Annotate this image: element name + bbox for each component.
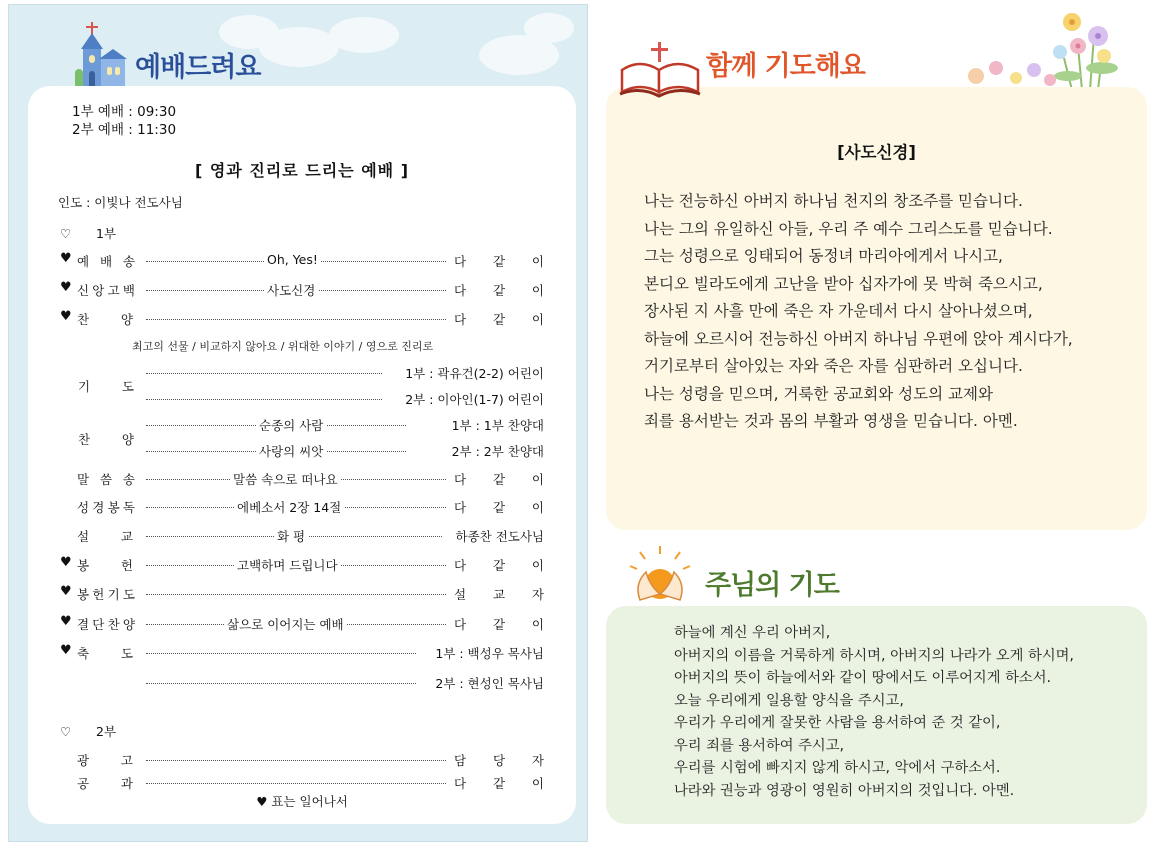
creed-line: 본디오 빌라도에게 고난을 받아 십자가에 못 박혀 죽으시고,: [644, 274, 1043, 293]
order-row-benediction-2: [60, 672, 544, 692]
order-row-scripture: [60, 496, 544, 516]
prayer-line: 아버지의 이름을 거룩하게 하시며, 아버지의 나라가 오게 하시며,: [674, 647, 1074, 664]
cloud-decoration: [259, 27, 339, 67]
creed-line: 나는 성령을 믿으며, 거룩한 공교회와 성도의 교제와: [644, 384, 993, 403]
row-content: 사도신경: [264, 281, 318, 299]
order-row-offering-prayer: [60, 583, 544, 603]
row-label: 봉 헌: [77, 558, 133, 573]
praying-hands-icon: [626, 544, 694, 608]
row-label: 공 과: [77, 776, 133, 791]
heart-filled-icon: ♥: [60, 614, 72, 629]
creed-title: [사도신경]: [837, 143, 916, 162]
row-label: 신 앙 고 백: [77, 283, 135, 298]
order-row-benediction: [60, 642, 544, 662]
order-row-lesson: [60, 772, 544, 792]
row-label: 성 경 봉 독: [77, 500, 135, 515]
row-performer: 담 당 자: [454, 753, 544, 768]
dot-leader: [146, 373, 382, 374]
row-content: 에베소서 2장 14절: [234, 498, 344, 516]
church-icon: [67, 19, 131, 91]
worship-panel: [8, 4, 588, 842]
creed-line: 나는 그의 유일하신 아들, 우리 주 예수 그리스도를 믿습니다.: [644, 219, 1053, 238]
order-row-creed: [60, 279, 544, 299]
prayer-line: 오늘 우리에게 일용할 양식을 주시고,: [674, 692, 904, 709]
row-label: 말 씀 송: [77, 472, 135, 487]
prayer-line: 우리를 시험에 빠지지 않게 하시고, 악에서 구하소서.: [674, 760, 1001, 776]
row-content: Oh, Yes!: [264, 252, 321, 267]
row-performer: 하종찬 전도사님: [455, 529, 544, 544]
prayer-line: 아버지의 뜻이 하늘에서와 같이 땅에서도 이루어지게 하소서.: [674, 670, 1052, 686]
row-performer: 설 교 자: [454, 587, 544, 602]
heart-filled-icon: ♥: [60, 309, 72, 324]
choir-song-1: 순종의 사람: [256, 416, 326, 434]
dot-leader: [146, 594, 446, 595]
order-row-opening-song: [60, 250, 544, 270]
worship-title: 예배드려요: [135, 52, 261, 83]
dot-leader: [146, 319, 446, 320]
row-label: 결 단 찬 양: [77, 617, 135, 632]
standing-note: ♥ 표는 일어나서: [256, 794, 348, 809]
row-content: 삶으로 이어지는 예배: [224, 615, 347, 633]
prayer-line: 나라와 권능과 영광이 영원히 아버지의 것입니다. 아멘.: [674, 782, 1015, 799]
row-label: 찬 양: [77, 312, 133, 327]
heart-outline-icon: ♡: [60, 724, 72, 739]
creed-line: 그는 성령으로 잉태되어 동정녀 마리아에게서 나시고,: [644, 247, 1003, 265]
order-row-word-song: [60, 468, 544, 488]
row-performer: 다 같 이: [454, 472, 544, 487]
prayer-leader-2: 2부 : 이아인(1-7) 어린이: [405, 392, 544, 407]
order-row-offering: [60, 554, 544, 574]
hymn-list: 최고의 선물 / 비교하지 않아요 / 위대한 이야기 / 영으로 진리로: [132, 340, 434, 353]
row-performer: 다 같 이: [454, 776, 544, 791]
cloud-decoration: [524, 13, 574, 43]
order-row-choir: [60, 416, 544, 460]
row-performer: 다 같 이: [454, 617, 544, 632]
order-title: [ 영과 진리로 드리는 예배 ]: [194, 161, 410, 180]
row-performer: 다 같 이: [454, 558, 544, 573]
part1-heading: ♡ 1부: [60, 226, 117, 241]
bible-cross-icon: [618, 40, 702, 98]
dot-leader: [146, 783, 446, 784]
row-performer: 다 같 이: [454, 283, 544, 298]
part2-heading: ♡ 2부: [60, 724, 117, 739]
order-row-praise: [60, 308, 544, 328]
prayer-line: 우리가 우리에게 잘못한 사람을 용서하여 준 것 같이,: [674, 715, 1001, 731]
service-times: [72, 103, 176, 139]
dot-leader: [146, 760, 446, 761]
dot-leader: [146, 683, 416, 684]
worship-card: [28, 86, 576, 824]
creed-line: 장사된 지 사흘 만에 죽은 자 가운데서 다시 살아나셨으며,: [644, 302, 1033, 320]
service-time-1: 1부 예배 : 09:30: [72, 104, 177, 120]
order-row-sermon: [60, 525, 544, 545]
row-label: 찬 양: [78, 432, 134, 447]
creed-line: 하늘에 오르시어 전능하신 아버지 하나님 우편에 앉아 계시다가,: [644, 329, 1073, 348]
choir-2: 2부 : 2부 찬양대: [446, 442, 544, 460]
dot-leader: [146, 399, 382, 400]
row-label: 설 교: [77, 529, 133, 544]
choir-1: 1부 : 1부 찬양대: [446, 416, 544, 434]
order-row-prayer: [60, 364, 544, 408]
service-time-2: 2부 예배 : 11:30: [72, 122, 177, 138]
order-row-announcements: [60, 749, 544, 769]
row-label: 기 도: [78, 379, 134, 394]
heart-filled-icon: ♥: [60, 280, 72, 295]
row-content: 말씀 속으로 떠나요: [230, 470, 341, 488]
creed-panel: [606, 87, 1147, 530]
row-performer: 2부 : 현성인 목사님: [435, 676, 544, 691]
prayer-line: 하늘에 계신 우리 아버지,: [674, 625, 831, 641]
flowers-illustration: [952, 6, 1122, 90]
row-label: 예 배 송: [77, 254, 135, 269]
row-label: 봉 헌 기 도: [77, 587, 135, 602]
lords-prayer-title: 주님의 기도: [705, 570, 839, 601]
row-label: 광 고: [77, 753, 133, 768]
leader-text: 인도 : 이빛나 전도사님: [58, 195, 183, 210]
cloud-decoration: [329, 17, 399, 53]
lords-prayer-text: [674, 622, 1074, 802]
creed-line: 거기로부터 살아있는 자와 죽은 자를 심판하러 오십니다.: [644, 357, 1023, 375]
row-performer: 다 같 이: [454, 312, 544, 327]
heart-filled-icon: ♥: [60, 251, 72, 266]
row-performer: 다 같 이: [454, 500, 544, 515]
pray-together-title: 함께 기도해요: [706, 51, 865, 82]
creed-text: [644, 188, 1073, 436]
heart-filled-icon: ♥: [60, 584, 72, 599]
choir-song-2: 사랑의 씨앗: [256, 442, 326, 460]
prayer-line: 우리 죄를 용서하여 주시고,: [674, 737, 845, 754]
heart-outline-icon: ♡: [60, 226, 72, 241]
prayer-leader-1: 1부 : 곽유건(2-2) 어린이: [405, 366, 544, 381]
heart-filled-icon: ♥: [60, 643, 72, 658]
dot-leader: [146, 653, 416, 654]
row-performer: 1부 : 백성우 목사님: [435, 646, 544, 661]
row-label: 축 도: [77, 646, 133, 661]
row-performer: 다 같 이: [454, 254, 544, 269]
row-content: 고백하며 드립니다: [234, 556, 341, 574]
heart-filled-icon: ♥: [60, 555, 72, 570]
order-row-commitment-song: [60, 613, 544, 633]
lords-prayer-panel: [606, 606, 1147, 824]
sermon-title: 화 평: [274, 527, 308, 545]
creed-line: 나는 전능하신 아버지 하나님 천지의 창조주를 믿습니다.: [644, 192, 1023, 210]
creed-line: 죄를 용서받는 것과 몸의 부활과 영생을 믿습니다. 아멘.: [644, 412, 1018, 430]
